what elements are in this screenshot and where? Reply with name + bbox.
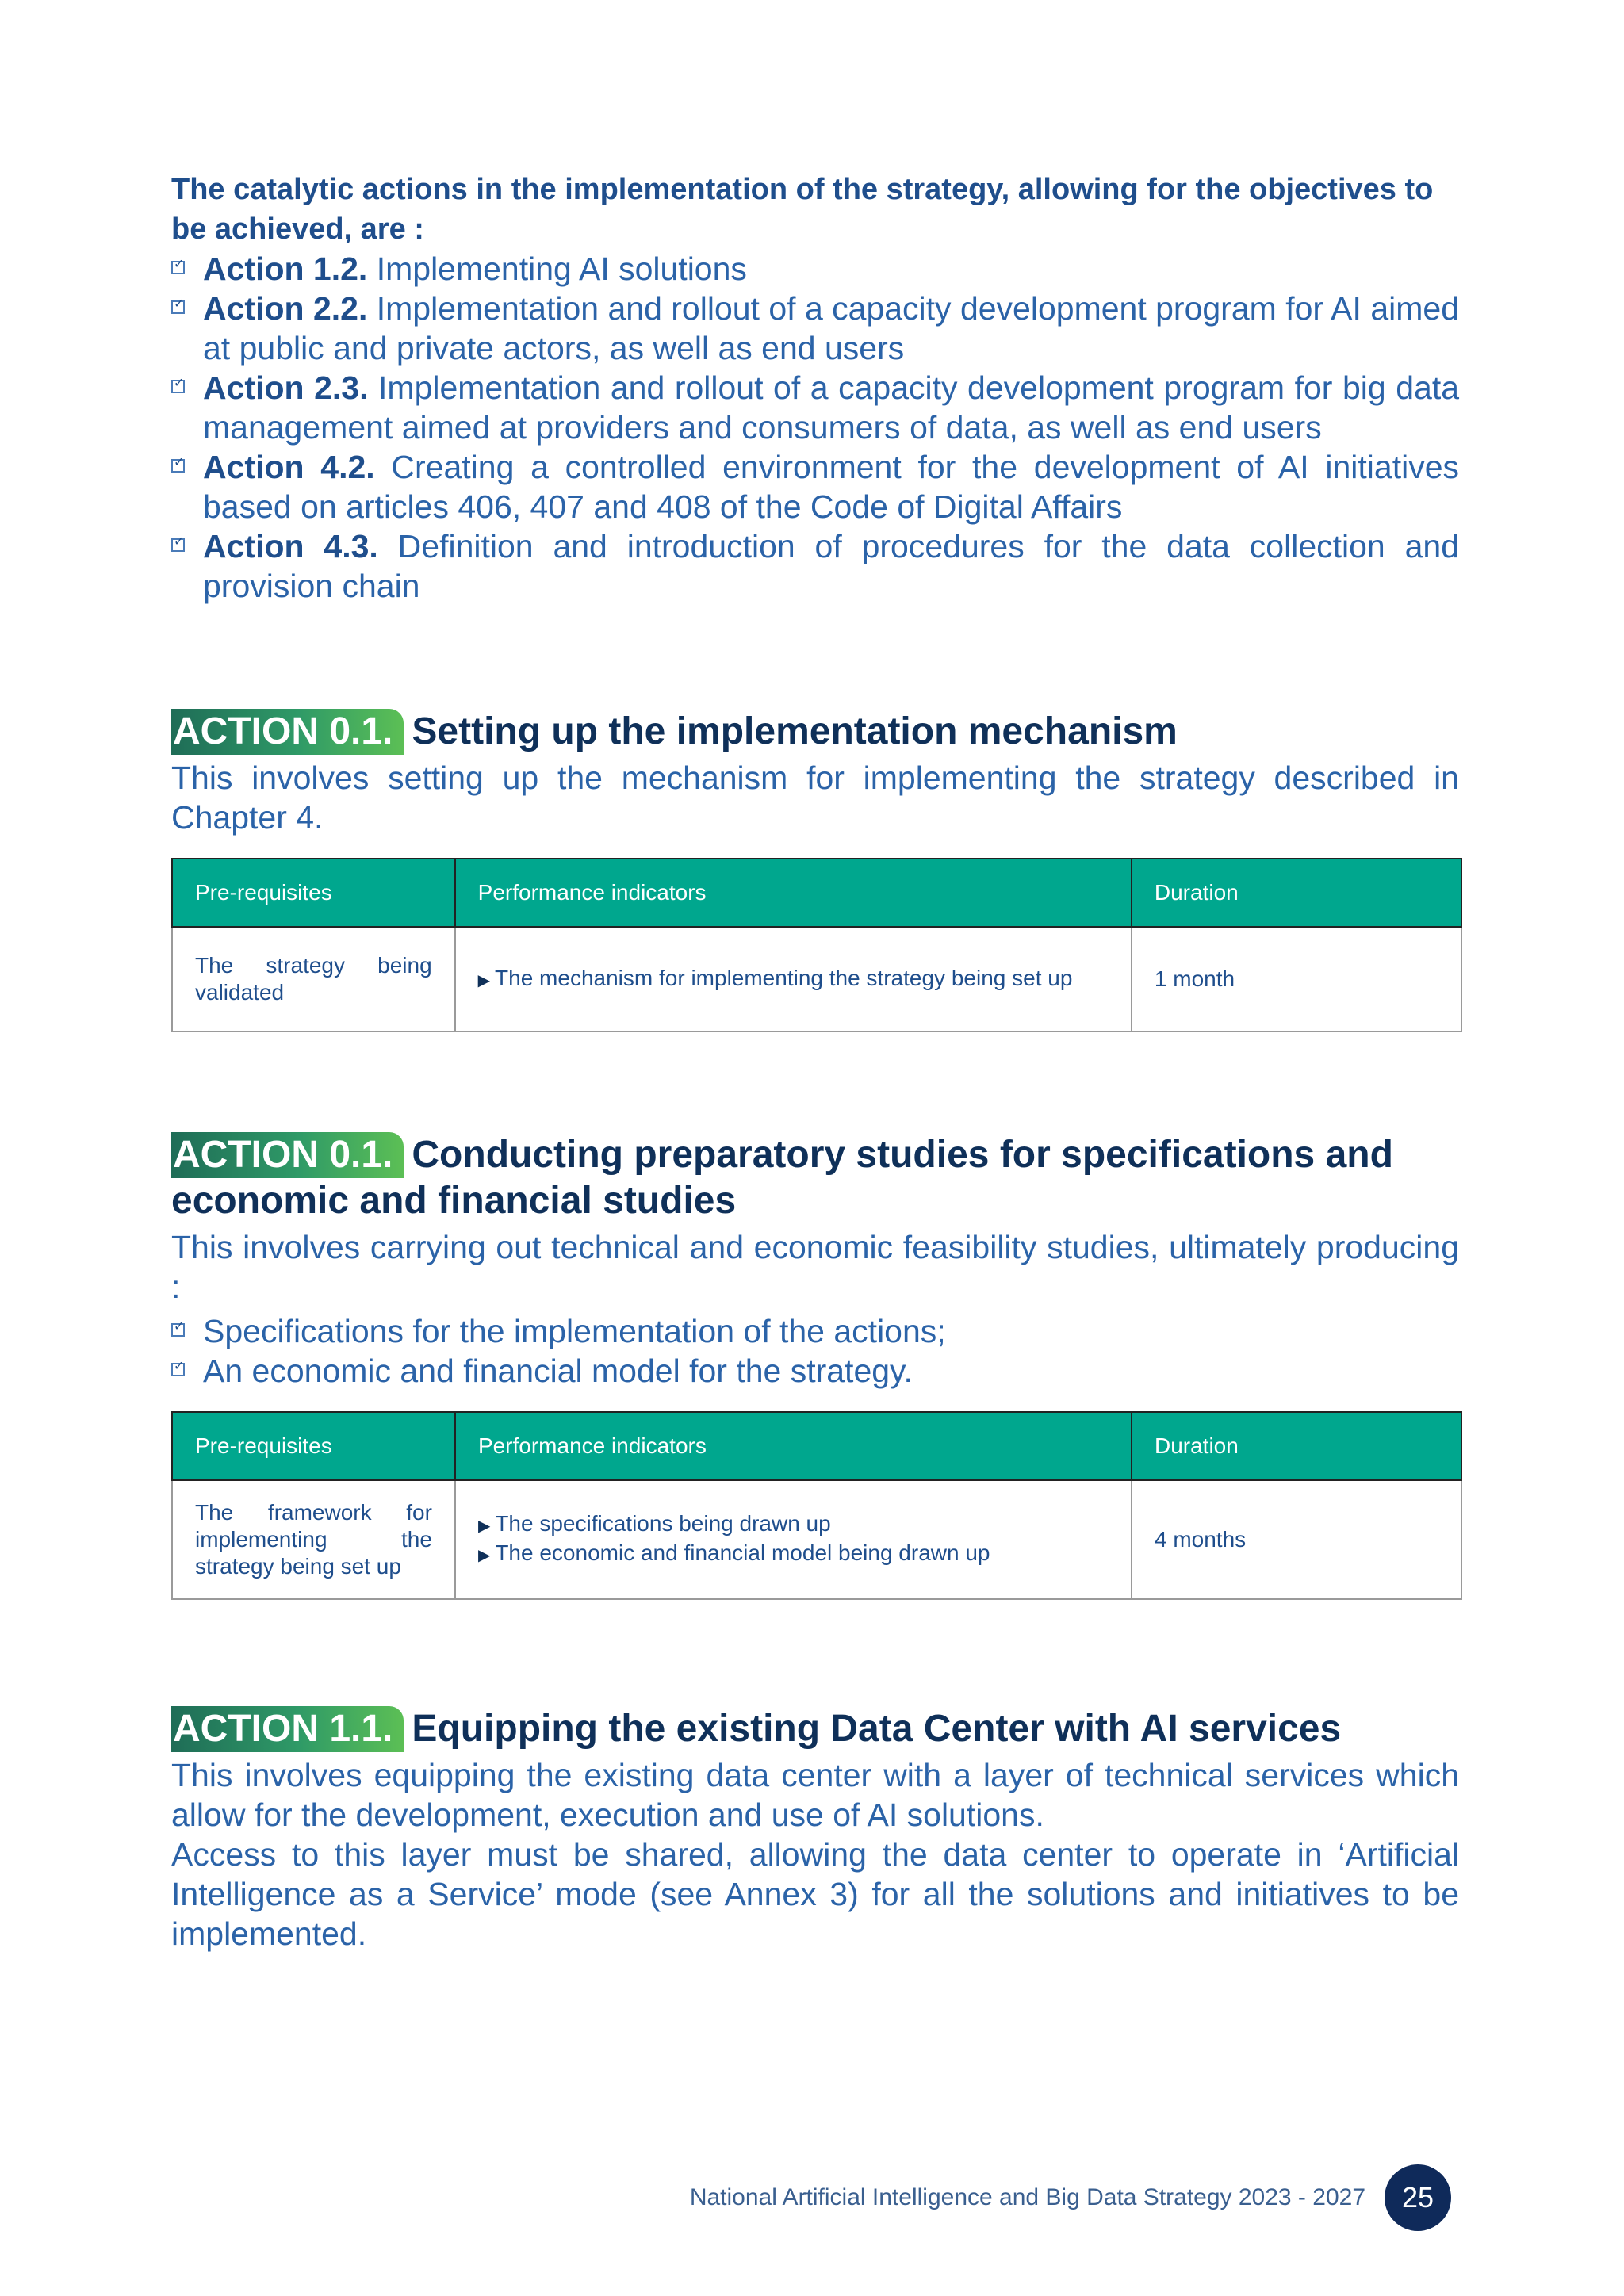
action-code: Action 2.2. — [203, 290, 368, 327]
cell-performance-indicators — [455, 1480, 1132, 1599]
section2-deliverables-list — [171, 1311, 1459, 1391]
action-title-text: Conducting preparatory studies for specifications and economic and financial studies — [171, 1134, 1393, 1222]
table-row — [172, 1480, 1461, 1599]
page-footer — [690, 2164, 1451, 2231]
checkbox-icon — [171, 538, 185, 552]
section2-indicator-table — [171, 1411, 1462, 1600]
table-header-row — [172, 859, 1461, 927]
section2-description: This involves carrying out technical and economic feasibility studies, ultimately producing : — [171, 1229, 1459, 1305]
deliverable-text: Specifications for the implementation of the actions; — [203, 1313, 946, 1349]
list-item — [171, 1351, 1459, 1391]
header-prerequisites: Pre-requisites — [172, 859, 455, 927]
indicator-item: ▶ The economic and financial model being drawn up — [478, 1540, 1109, 1569]
section2-title — [171, 1132, 1459, 1224]
checkbox-icon — [171, 261, 185, 274]
checkbox-icon — [171, 300, 185, 314]
list-item — [171, 249, 1459, 289]
action-title-text: Equipping the existing Data Center with AI services — [412, 1708, 1342, 1750]
cell-duration: 4 months — [1132, 1480, 1461, 1599]
intro-action-list — [171, 249, 1459, 606]
header-performance-indicators: Performance indicators — [455, 1412, 1132, 1480]
action-code: Action 1.2. — [203, 251, 368, 287]
action-badge: ACTION 0.1. — [171, 709, 404, 755]
action-title-text: Setting up the implementation mechanism — [412, 710, 1178, 752]
list-item — [171, 526, 1459, 606]
action-badge: ACTION 1.1. — [171, 1706, 404, 1752]
header-duration: Duration — [1132, 1412, 1461, 1480]
checkbox-icon — [171, 1323, 185, 1337]
list-item — [171, 289, 1459, 368]
header-duration: Duration — [1132, 859, 1461, 927]
action-badge: ACTION 0.1. — [171, 1132, 404, 1178]
indicator-item: ▶ The mechanism for implementing the strategy being set up — [478, 965, 1109, 994]
action-text: Implementation and rollout of a capacity development program for big data management aimed at providers and consumers of data, as well as end users — [203, 369, 1460, 446]
cell-prerequisites: The framework for implementing the strategy being set up — [172, 1480, 455, 1599]
action-text: Definition and introduction of procedures for the data collection and provision chain — [203, 528, 1459, 604]
section1-indicator-table — [171, 858, 1462, 1032]
deliverable-text: An economic and financial model for the strategy. — [203, 1353, 913, 1389]
list-item — [171, 447, 1459, 526]
action-text: Implementation and rollout of a capacity development program for AI aimed at public and private actors, as well as end users — [203, 290, 1459, 366]
checkbox-icon — [171, 380, 185, 393]
indicator-item: ▶ The specifications being drawn up — [478, 1510, 1109, 1540]
cell-performance-indicators — [455, 927, 1132, 1031]
action-code: Action 4.3. — [203, 528, 378, 564]
action-code: Action 2.3. — [203, 369, 369, 406]
page-content — [171, 170, 1459, 1954]
header-prerequisites: Pre-requisites — [172, 1412, 455, 1480]
page-number: 25 — [1385, 2164, 1451, 2231]
section1-description: This involves setting up the mechanism for implementing the strategy described in Chapter 4. — [171, 760, 1459, 836]
intro-heading: The catalytic actions in the implementation of the strategy, allowing for the objectives to be achieved, are : — [171, 173, 1434, 246]
header-performance-indicators: Performance indicators — [455, 859, 1132, 927]
section3-description: Access to this layer must be shared, allowing the data center to operate in ‘Artificial Intelligence as a Service’ mode (see Annex 3) for all the solutions and initiatives to be implemented. — [171, 1836, 1459, 1952]
section1-title — [171, 709, 1459, 755]
cell-duration: 1 month — [1132, 927, 1461, 1031]
action-text: Creating a controlled environment for the development of AI initiatives based on articles 406, 407 and 408 of the Code of Digital Affairs — [203, 449, 1460, 525]
action-code: Action 4.2. — [203, 449, 375, 485]
action-text: Implementing AI solutions — [367, 251, 747, 287]
section3-description: This involves equipping the existing data center with a layer of technical services which allow for the development, execution and use of AI solutions. — [171, 1757, 1459, 1833]
checkbox-icon — [171, 1363, 185, 1376]
table-header-row — [172, 1412, 1461, 1480]
cell-prerequisites: The strategy being validated — [172, 927, 455, 1031]
list-item — [171, 1311, 1459, 1351]
footer-text: National Artificial Intelligence and Big Data Strategy 2023 - 2027 — [689, 2184, 1365, 2210]
checkbox-icon — [171, 459, 185, 473]
table-row — [172, 927, 1461, 1031]
list-item — [171, 368, 1459, 447]
section3-title — [171, 1706, 1459, 1752]
